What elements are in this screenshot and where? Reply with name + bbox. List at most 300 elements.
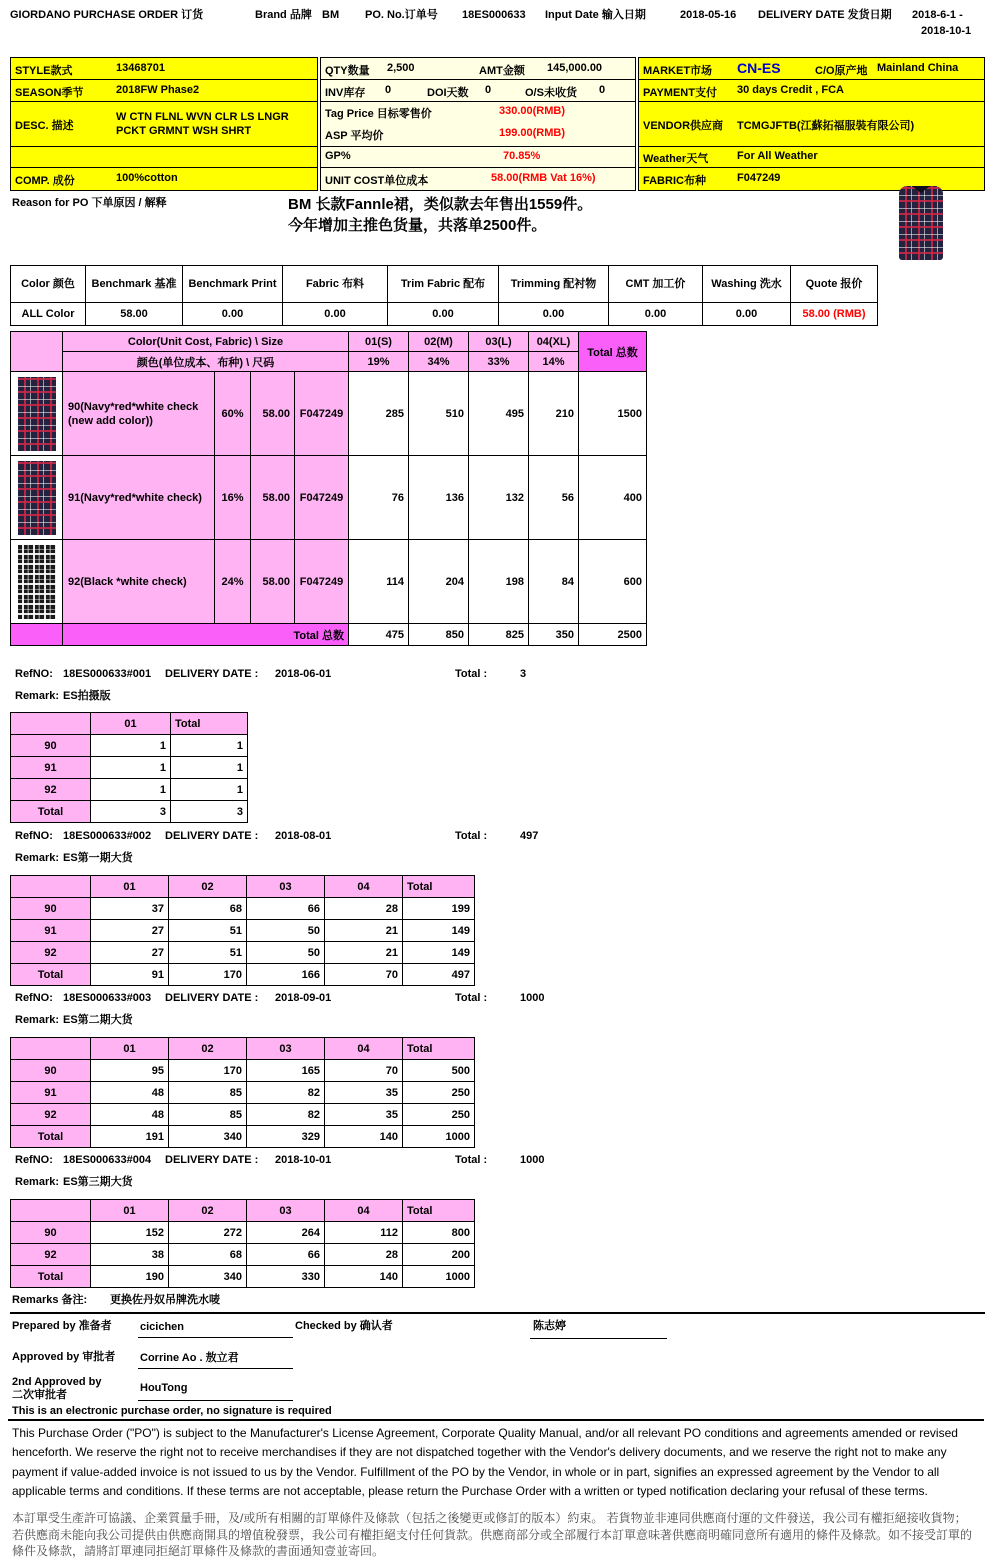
cell: 1000 (403, 1266, 475, 1288)
cell: 0.00 (609, 303, 703, 326)
shipment-table-2 (10, 875, 475, 986)
desc-value: W CTN FLNL WVN CLR LS LNGR PCKT GRMNT WSH SHRT (116, 111, 289, 137)
total-value: 497 (520, 830, 539, 842)
row-label-cell: Total (11, 801, 91, 823)
shipment-table-3 (10, 1037, 475, 1148)
cell: 50 (247, 920, 325, 942)
fabric-value: F047249 (737, 172, 781, 184)
refno-value: 18ES000633#003 (63, 992, 152, 1004)
row-label-cell: 90 (11, 735, 91, 757)
fabric-cell: F047249 (295, 540, 349, 624)
asp-value: 199.00(RMB) (499, 127, 566, 139)
divider (8, 1419, 984, 1421)
cell: 170 (169, 1060, 247, 1082)
table-row (11, 1060, 475, 1082)
table-row (11, 801, 248, 823)
signature-line (138, 1368, 293, 1369)
cell: 50 (247, 942, 325, 964)
amt-label: AMT金额 (479, 65, 525, 77)
cell: 48 (91, 1082, 169, 1104)
col-header: Quote 报价 (791, 266, 878, 303)
season-label: SEASON季节 (15, 87, 84, 99)
qty-cell: 132 (469, 456, 529, 540)
row-label-cell: Total (11, 1266, 91, 1288)
cell: 199 (403, 898, 475, 920)
matrix-row-90 (11, 372, 647, 456)
market-value: CN-ES (737, 60, 781, 76)
input-date-label: Input Date 输入日期 (545, 9, 646, 21)
reason-line-2: 今年增加主推色货量，共落单2500件。 (288, 217, 547, 234)
second-approved-label-cn: 二次审批者 (12, 1389, 67, 1401)
cell: 82 (247, 1082, 325, 1104)
cell: 800 (403, 1222, 475, 1244)
page-title: GIORDANO PURCHASE ORDER 订货 (10, 9, 204, 21)
approved-by-value: Corrine Ao . 敖立君 (140, 1352, 239, 1364)
checked-by-label: Checked by 确认者 (295, 1320, 393, 1332)
electronic-note: This is an electronic purchase order, no signature is required (12, 1405, 332, 1417)
row-label-cell: 92 (11, 779, 91, 801)
amt-value: 145,000.00 (547, 62, 603, 74)
total-value: 1000 (520, 1154, 545, 1166)
cell: ALL Color (11, 303, 86, 326)
refno-label: RefNO: (15, 1154, 53, 1166)
vendor-value: TCMGJFTB(江蘇拓福服裝有限公司) (737, 120, 915, 132)
cell: 0.00 (388, 303, 499, 326)
approved-by-label: Approved by 审批者 (12, 1351, 116, 1363)
style-label: STYLE款式 (15, 65, 73, 77)
ratio-header: 33% (469, 352, 529, 372)
qty-value: 2,500 (387, 62, 415, 74)
table-row (11, 920, 475, 942)
thumb-col-header (11, 332, 63, 372)
delivery-label: DELIVERY DATE : (165, 992, 259, 1004)
corner-cell (11, 1038, 91, 1060)
info-block-right (638, 57, 985, 191)
table-row (11, 1104, 475, 1126)
weather-label: Weather天气 (643, 153, 709, 165)
delivery-label: DELIVERY DATE : (165, 668, 259, 680)
unit-cost-value: 58.00(RMB Vat 16%) (491, 172, 596, 184)
size-header: 04(XL) (529, 332, 579, 352)
size-matrix-table (10, 331, 647, 646)
po-number-value: 18ES000633 (462, 9, 526, 21)
os-label: O/S未收货 (525, 87, 577, 99)
row-total-cell: 1500 (579, 372, 647, 456)
cell: 165 (247, 1060, 325, 1082)
remark-label: Remark: (15, 852, 60, 864)
qty-cell: 114 (349, 540, 409, 624)
benchmark-value-row (11, 303, 878, 326)
qty-cell: 84 (529, 540, 579, 624)
plaid-swatch-black-white-icon (18, 545, 56, 619)
cell: 82 (247, 1104, 325, 1126)
tag-price-label: Tag Price 目标零售价 (325, 108, 432, 120)
table-row (11, 1266, 475, 1288)
grand-total-cell: 2500 (579, 624, 647, 646)
cell: 27 (91, 920, 169, 942)
thumb-cell (11, 372, 63, 456)
matrix-title-cn: 颜色(单位成本、布种) \ 尺码 (63, 352, 349, 372)
cell: 250 (403, 1104, 475, 1126)
col-header: Trimming 配衬物 (499, 266, 609, 303)
matrix-header-row-2 (11, 352, 647, 372)
cell: 340 (169, 1266, 247, 1288)
total-label: Total : (455, 830, 488, 842)
table-row (11, 942, 475, 964)
signature-line (138, 1337, 293, 1338)
cell: 51 (169, 942, 247, 964)
cell: 497 (403, 964, 475, 986)
size-header: 02(M) (409, 332, 469, 352)
size-header: 01(S) (349, 332, 409, 352)
row-total-cell: 600 (579, 540, 647, 624)
refno-value: 18ES000633#004 (63, 1154, 152, 1166)
col-header: Washing 洗水 (703, 266, 791, 303)
col-header: Trim Fabric 配布 (388, 266, 499, 303)
cell: 1 (171, 757, 248, 779)
vendor-label: VENDOR供应商 (643, 120, 724, 132)
payment-value: 30 days Credit , FCA (737, 84, 844, 96)
cell: 21 (325, 942, 403, 964)
cost-cell: 58.00 (251, 456, 295, 540)
table-row (11, 964, 475, 986)
color-name: 91(Navy*red*white check) (63, 456, 215, 540)
cost-cell: 58.00 (251, 540, 295, 624)
row-label-cell: 91 (11, 757, 91, 779)
cell: 35 (325, 1104, 403, 1126)
cell: 21 (325, 920, 403, 942)
table-row (11, 898, 475, 920)
cell: 85 (169, 1104, 247, 1126)
row-label-cell: 91 (11, 1082, 91, 1104)
matrix-header-row-1 (11, 332, 647, 352)
composition-label: COMP. 成份 (15, 175, 75, 187)
plaid-swatch-navy-icon (18, 377, 56, 451)
cell: 500 (403, 1060, 475, 1082)
table-row (11, 1126, 475, 1148)
cell: 95 (91, 1060, 169, 1082)
remark-value: ES第二期大货 (63, 1014, 133, 1026)
cell: 48 (91, 1104, 169, 1126)
country-origin-value: Mainland China (877, 62, 959, 74)
cell: 27 (91, 942, 169, 964)
prepared-by-value: cicichen (140, 1321, 185, 1333)
table-row (11, 1082, 475, 1104)
refno-label: RefNO: (15, 992, 53, 1004)
remark-label: Remark: (15, 690, 60, 702)
cell: 0.00 (183, 303, 283, 326)
cell: 66 (247, 1244, 325, 1266)
col-header: Total (403, 876, 475, 898)
info-block-left (10, 57, 318, 191)
weather-value: For All Weather (737, 150, 818, 162)
total-value: 1000 (520, 992, 545, 1004)
remark-label: Remark: (15, 1176, 60, 1188)
delivery-value: 2018-09-01 (275, 992, 332, 1004)
row-label-cell: 91 (11, 920, 91, 942)
total-value: 3 (520, 668, 527, 680)
col-header: Fabric 布料 (283, 266, 388, 303)
row-total-cell: 400 (579, 456, 647, 540)
cell: 0.00 (703, 303, 791, 326)
table-row (11, 1038, 475, 1060)
remark-value: ES第一期大货 (63, 852, 133, 864)
cell: 166 (247, 964, 325, 986)
ratio-header: 19% (349, 352, 409, 372)
product-shirt-image (899, 186, 943, 260)
row-label-cell: Total (11, 1126, 91, 1148)
gp-label: GP% (325, 150, 351, 162)
col-header: 03 (247, 1200, 325, 1222)
col-header: 01 (91, 1200, 169, 1222)
signature-line (530, 1338, 667, 1339)
table-row (11, 876, 475, 898)
cell: 1 (91, 757, 171, 779)
cell: 340 (169, 1126, 247, 1148)
matrix-row-92 (11, 540, 647, 624)
cell: 0.00 (499, 303, 609, 326)
season-value: 2018FW Phase2 (116, 84, 200, 96)
col-header: 03 (247, 876, 325, 898)
qty-cell: 350 (529, 624, 579, 646)
qty-cell: 56 (529, 456, 579, 540)
os-value: 0 (599, 84, 606, 96)
cell: 28 (325, 1244, 403, 1266)
po-number-label: PO. No.订单号 (365, 9, 438, 21)
total-label: Total : (455, 1154, 488, 1166)
qty-label: QTY数量 (325, 65, 370, 77)
col-header: 04 (325, 1200, 403, 1222)
delivery-value: 2018-10-01 (275, 1154, 332, 1166)
cell: 28 (325, 898, 403, 920)
row-label-cell: 92 (11, 1244, 91, 1266)
table-row (11, 1222, 475, 1244)
cell: 85 (169, 1082, 247, 1104)
cell: 149 (403, 942, 475, 964)
table-row (11, 757, 248, 779)
cell: 35 (325, 1082, 403, 1104)
country-origin-label: C/O原产地 (815, 65, 868, 77)
cell: 0.00 (283, 303, 388, 326)
cell: 1 (91, 735, 171, 757)
row-label-cell: 90 (11, 1222, 91, 1244)
cell: 250 (403, 1082, 475, 1104)
fabric-label: FABRIC布种 (643, 175, 706, 187)
col-header: 03 (247, 1038, 325, 1060)
col-header: Benchmark Print (183, 266, 283, 303)
delivery-value: 2018-08-01 (275, 830, 332, 842)
empty-yellow-row (11, 147, 317, 168)
cell: 66 (247, 898, 325, 920)
row-label-cell: 92 (11, 1104, 91, 1126)
col-header: 04 (325, 876, 403, 898)
shipment-table-1 (10, 712, 248, 823)
cell: 149 (403, 920, 475, 942)
desc-label: DESC. 描述 (15, 120, 74, 132)
size-header: 03(L) (469, 332, 529, 352)
cell: 140 (325, 1266, 403, 1288)
cell: 3 (91, 801, 171, 823)
cell: 1 (171, 779, 248, 801)
table-row (11, 779, 248, 801)
col-header: Color 颜色 (11, 266, 86, 303)
corner-cell (11, 876, 91, 898)
cell: 70 (325, 964, 403, 986)
qty-cell: 495 (469, 372, 529, 456)
remarks-value: 更换佐丹奴吊牌洗水唛 (110, 1294, 220, 1306)
table-row (11, 1244, 475, 1266)
benchmark-table (10, 265, 878, 326)
row-label-cell: 90 (11, 898, 91, 920)
ratio-cell: 24% (215, 540, 251, 624)
inv-value: 0 (385, 84, 392, 96)
checked-by-value: 陈志婷 (533, 1320, 566, 1332)
delivery-date-value-2: 2018-10-1 (921, 25, 972, 37)
corner-cell (11, 1200, 91, 1222)
matrix-total-row (11, 624, 647, 646)
qty-cell: 825 (469, 624, 529, 646)
delivery-date-value-1: 2018-6-1 - (912, 9, 963, 21)
refno-label: RefNO: (15, 668, 53, 680)
info-block-middle (320, 57, 636, 191)
col-header: 01 (91, 1038, 169, 1060)
cell: 1000 (403, 1126, 475, 1148)
legal-text-english: This Purchase Order ("PO") is subject to the Manufacturer's License Agreement, Corporate Quality Manual, and/or all relevant PO conditions and agreements amended or revised henceforth. We reserve the right not to receive merchandises if they are not dispatched together with the Vendor's delivery documents, and we reserve the right not to make any payment if value-added invoice is not issued to us by the Vendor. Fulfillment of the PO by the Vendor, in whole or in part, signifies an expressed agreement by the Vendor to all applicable terms and conditions. If these terms are not acceptable, please return the Purchase Order with a written or typed notification declaring your refusal of these terms. (12, 1426, 958, 1499)
qty-cell: 510 (409, 372, 469, 456)
ratio-header: 34% (409, 352, 469, 372)
style-value: 13468701 (116, 62, 165, 74)
table-row (11, 735, 248, 757)
qty-cell: 850 (409, 624, 469, 646)
delivery-value: 2018-06-01 (275, 668, 332, 680)
cell: 37 (91, 898, 169, 920)
unit-cost-label: UNIT COST单位成本 (325, 175, 429, 187)
cell: 330 (247, 1266, 325, 1288)
thumb-cell (11, 456, 63, 540)
thumb-cell (11, 624, 63, 646)
tag-price-value: 330.00(RMB) (499, 105, 566, 117)
input-date-value: 2018-05-16 (680, 9, 737, 21)
composition-value: 100%cotton (116, 172, 178, 184)
col-header: CMT 加工价 (609, 266, 703, 303)
reason-line-1: BM 长款Fannle裙，类似款去年售出1559件。 (288, 196, 593, 213)
fabric-cell: F047249 (295, 372, 349, 456)
cell: 272 (169, 1222, 247, 1244)
cell: 58.00 (86, 303, 183, 326)
brand-label: Brand 品牌 (255, 9, 312, 21)
cell: 3 (171, 801, 248, 823)
qty-cell: 475 (349, 624, 409, 646)
table-row (11, 713, 248, 735)
matrix-row-91 (11, 456, 647, 540)
ratio-cell: 16% (215, 456, 251, 540)
matrix-title-en: Color(Unit Cost, Fabric) \ Size (63, 332, 349, 352)
col-header: Total (171, 713, 248, 735)
remark-value: ES拍摄版 (63, 690, 111, 702)
row-label-cell: 90 (11, 1060, 91, 1082)
delivery-label: DELIVERY DATE : (165, 830, 259, 842)
delivery-label: DELIVERY DATE : (165, 1154, 259, 1166)
qty-cell: 204 (409, 540, 469, 624)
quote-cell: 58.00 (RMB) (791, 303, 878, 326)
second-approved-value: HouTong (140, 1382, 188, 1394)
cell: 1 (171, 735, 248, 757)
total-label: Total : (455, 668, 488, 680)
qty-cell: 210 (529, 372, 579, 456)
color-name: 90(Navy*red*white check (new add color)) (63, 372, 215, 456)
color-name: 92(Black *white check) (63, 540, 215, 624)
total-label: Total : (455, 992, 488, 1004)
remark-value: ES第三期大货 (63, 1176, 133, 1188)
qty-cell: 136 (409, 456, 469, 540)
refno-value: 18ES000633#002 (63, 830, 152, 842)
table-row (11, 1200, 475, 1222)
thumb-cell (11, 540, 63, 624)
payment-label: PAYMENT支付 (643, 87, 717, 99)
col-header: Benchmark 基准 (86, 266, 183, 303)
doi-label: DOI天数 (427, 87, 469, 99)
legal-text-chinese: 本訂單受生產許可協議、企業質量手冊，及/或所有相關的訂單條件及條款（包括之後變更或修訂的版本）約束。 若貨物並非連同供應商付運的文件發送，我公司有權拒絕接收貨物；若供應商未能向我公司提供由供應商開具的增值稅發票，我公司有權拒絕支付任何貨款。供應商部分或全部履行本訂單意味著供應商明確同意所有適用的條件及條款。如不接受訂單的條件及條款，請將訂單連同拒絕訂單條件及條款的書面通知壹並寄回。 (12, 1511, 973, 1558)
remark-label: Remark: (15, 1014, 60, 1026)
cell: 190 (91, 1266, 169, 1288)
cell: 68 (169, 898, 247, 920)
prepared-by-label: Prepared by 准备者 (12, 1320, 112, 1332)
cell: 51 (169, 920, 247, 942)
refno-value: 18ES000633#001 (63, 668, 152, 680)
col-header: 02 (169, 876, 247, 898)
qty-cell: 76 (349, 456, 409, 540)
divider (10, 1312, 985, 1314)
col-header: 04 (325, 1038, 403, 1060)
cell: 68 (169, 1244, 247, 1266)
col-header: 02 (169, 1200, 247, 1222)
ratio-header: 14% (529, 352, 579, 372)
remarks-label: Remarks 备注: (12, 1294, 88, 1306)
cell: 264 (247, 1222, 325, 1244)
cell: 152 (91, 1222, 169, 1244)
asp-label: ASP 平均价 (325, 130, 384, 142)
brand-value: BM (322, 9, 340, 21)
cost-cell: 58.00 (251, 372, 295, 456)
gp-value: 70.85% (503, 150, 541, 162)
doi-value: 0 (485, 84, 492, 96)
inv-label: INV库存 (325, 87, 366, 99)
second-approved-label-en: 2nd Approved by (12, 1376, 102, 1388)
cell: 112 (325, 1222, 403, 1244)
fabric-cell: F047249 (295, 456, 349, 540)
cell: 1 (91, 779, 171, 801)
matrix-total-header: Total 总数 (579, 332, 647, 372)
ratio-cell: 60% (215, 372, 251, 456)
qty-cell: 285 (349, 372, 409, 456)
cell: 140 (325, 1126, 403, 1148)
qty-cell: 198 (469, 540, 529, 624)
cell: 191 (91, 1126, 169, 1148)
benchmark-header-row (11, 266, 878, 303)
cell: 38 (91, 1244, 169, 1266)
signature-line (138, 1400, 293, 1401)
plaid-swatch-navy-icon (18, 461, 56, 535)
col-header: Total (403, 1200, 475, 1222)
col-header: 01 (91, 713, 171, 735)
col-header: Total (403, 1038, 475, 1060)
col-header: 01 (91, 876, 169, 898)
row-label-cell: Total (11, 964, 91, 986)
cell: 200 (403, 1244, 475, 1266)
cell: 91 (91, 964, 169, 986)
market-label: MARKET市场 (643, 65, 713, 77)
refno-label: RefNO: (15, 830, 53, 842)
